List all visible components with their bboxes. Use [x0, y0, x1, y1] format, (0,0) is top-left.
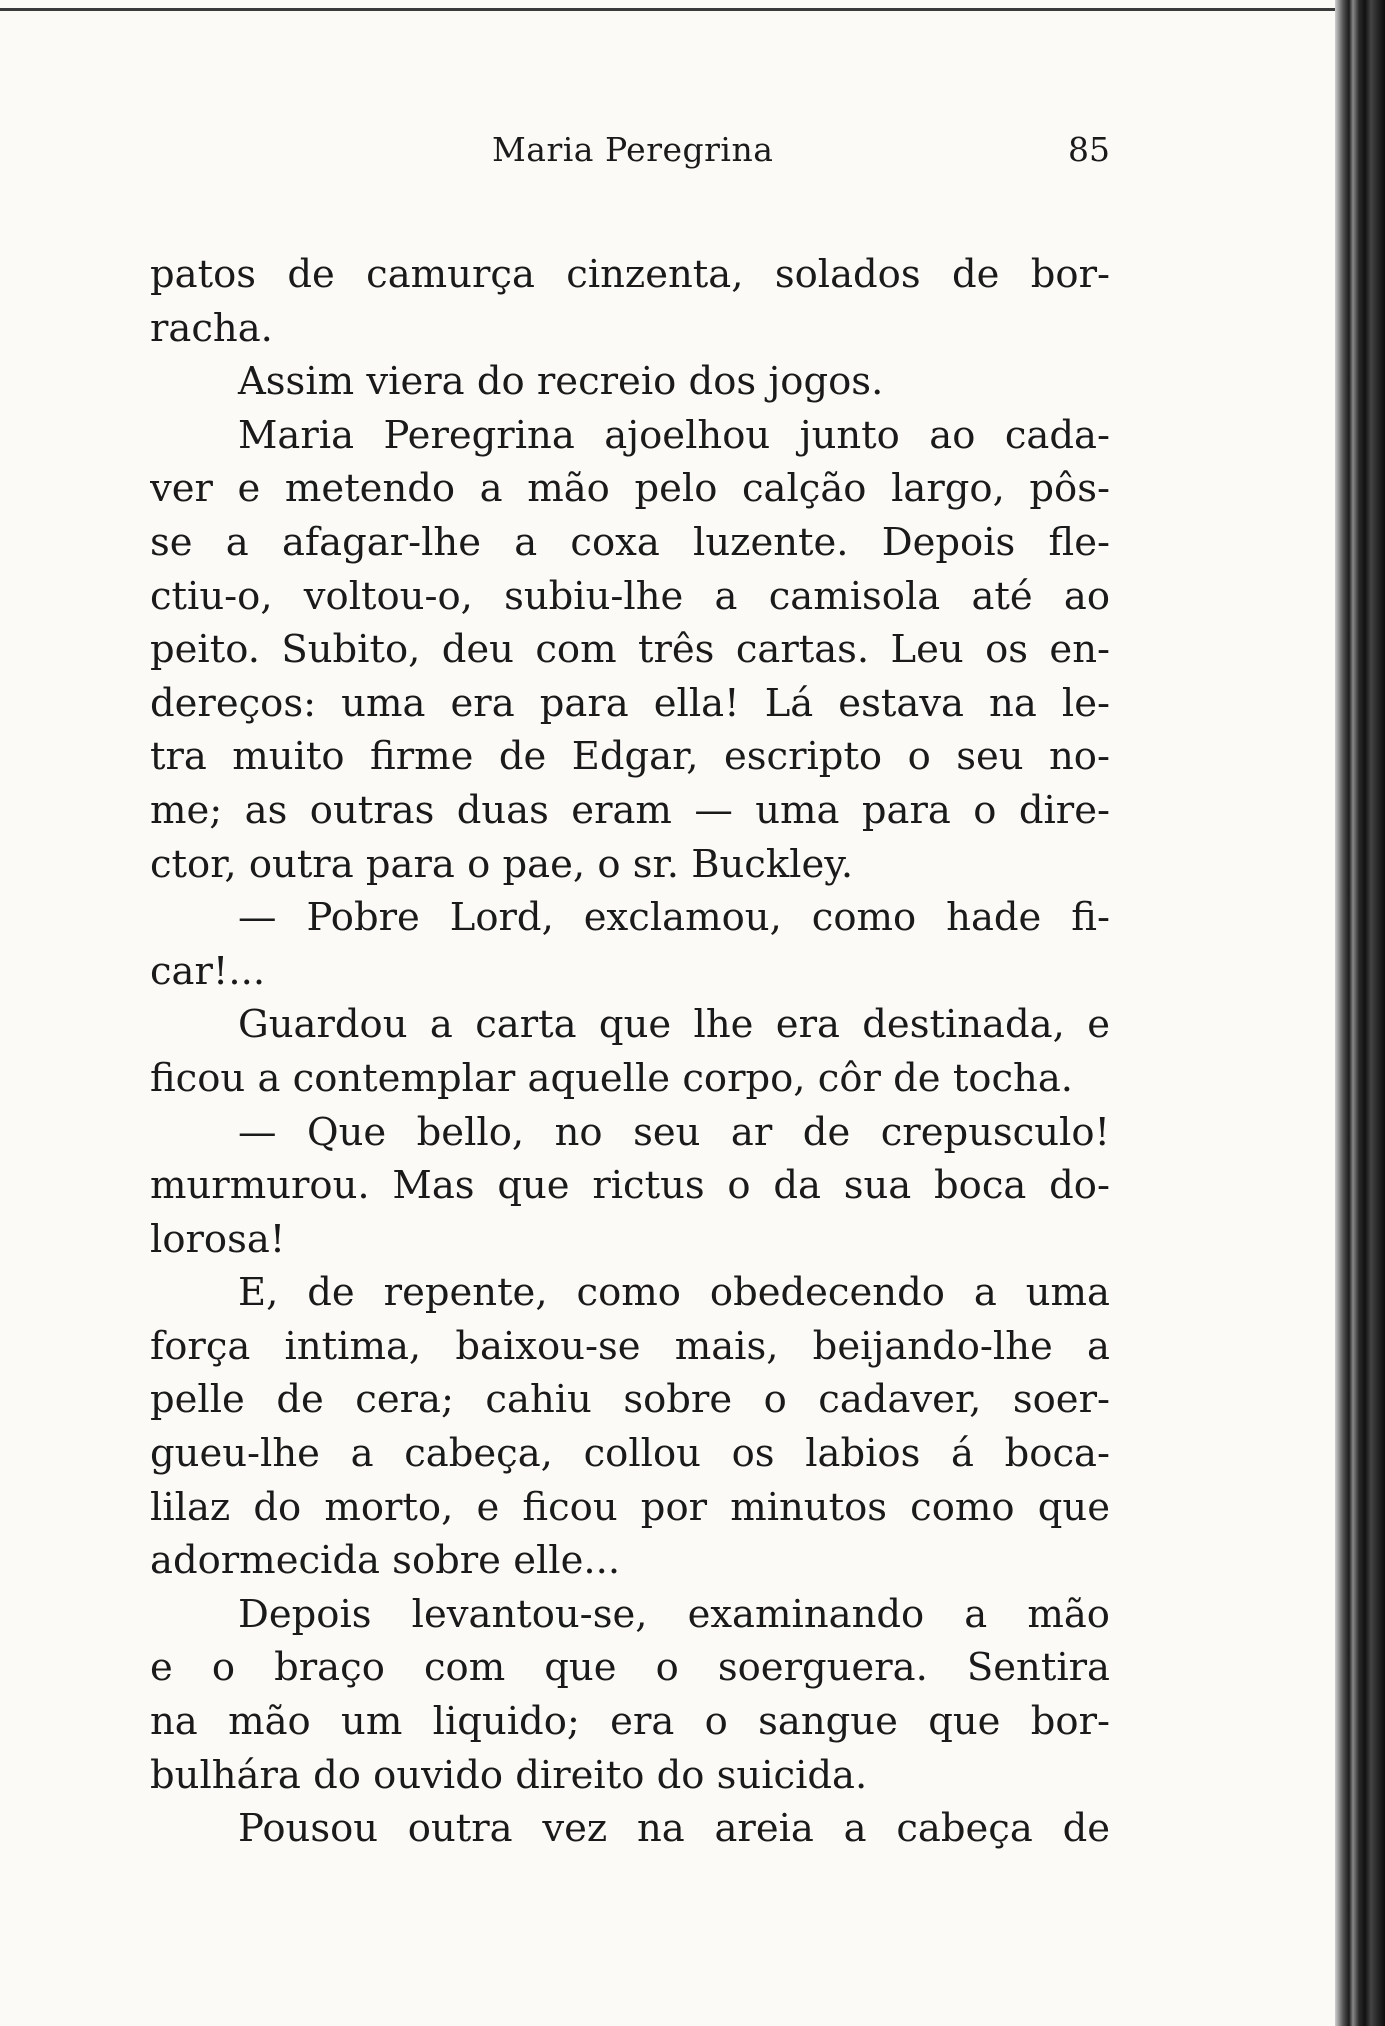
text-line: racha. [150, 305, 273, 351]
text-line: ver e metendo a mão pelo calção largo, pôs- [150, 466, 1110, 512]
page-top-edge [0, 8, 1335, 11]
text-line: lorosa! [150, 1216, 286, 1262]
text-line: me; as outras duas eram — uma para o dire- [150, 787, 1110, 833]
text-line: força intima, baixou-se mais, beijando-lhe a [150, 1323, 1110, 1369]
text-line: ctor, outra para o pae, o sr. Buckley. [150, 841, 854, 887]
text-line: Guardou a carta que lhe era destinada, e [238, 1002, 1110, 1048]
text-line: bulhára do ouvido direito do suicida. [150, 1752, 868, 1798]
text-line: car!... [150, 948, 266, 994]
text-line: gueu-lhe a cabeça, collou os labios á boca- [150, 1431, 1110, 1477]
text-line: pelle de cera; cahiu sobre o cadaver, soer- [150, 1377, 1110, 1423]
text-line: murmurou. Mas que rictus o da sua boca do- [150, 1163, 1110, 1209]
running-head [150, 130, 1110, 180]
text-line: Depois levantou-se, examinando a mão [238, 1591, 1110, 1637]
text-line: se a afagar-lhe a coxa luzente. Depois fle- [150, 519, 1110, 565]
text-line: dereços: uma era para ella! Lá estava na le- [150, 680, 1110, 726]
text-line: patos de camurça cinzenta, solados de bor- [150, 252, 1110, 297]
text-line: tra muito firme de Edgar, escripto o seu no- [150, 734, 1110, 780]
text-line: Maria Peregrina ajoelhou junto ao cada- [238, 412, 1110, 458]
text-line: — Que bello, no seu ar de crepusculo! [238, 1109, 1110, 1155]
page-number: 85 [1068, 130, 1110, 169]
text-line: — Pobre Lord, exclamou, como hade fi- [238, 895, 1110, 941]
text-line: E, de repente, como obedecendo a uma [238, 1270, 1110, 1316]
text-line: Assim viera do recreio dos jogos. [238, 359, 884, 405]
text-line: peito. Subito, deu com três cartas. Leu os en- [150, 627, 1110, 673]
text-line: ctiu-o, voltou-o, subiu-lhe a camisola até ao [150, 573, 1110, 619]
text-line: Pousou outra vez na areia a cabeça de [238, 1806, 1110, 1852]
body-text [150, 248, 1110, 1856]
running-title: Maria Peregrina [492, 130, 774, 169]
text-line: lilaz do morto, e ficou por minutos como que [150, 1484, 1110, 1530]
book-spine-shadow [1335, 0, 1385, 2026]
text-line: na mão um liquido; era o sangue que bor- [150, 1699, 1110, 1745]
text-line: adormecida sobre elle... [150, 1538, 621, 1584]
text-line: ficou a contemplar aquelle corpo, côr de tocha. [150, 1055, 1074, 1101]
text-line: e o braço com que o soerguera. Sentira [150, 1645, 1110, 1691]
